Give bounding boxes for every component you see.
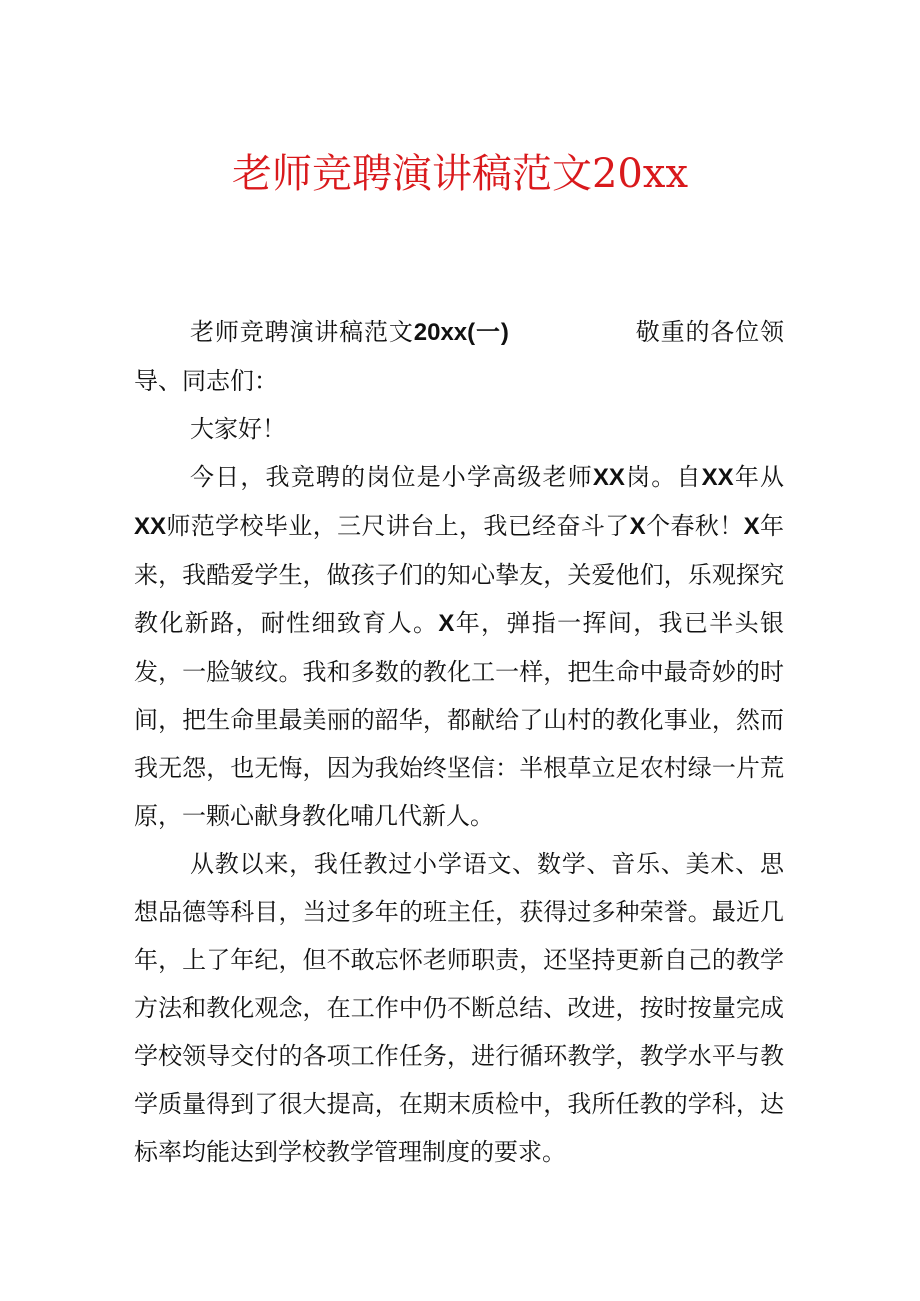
paragraph-intro: [134, 308, 784, 405]
placeholder-mark: XX: [701, 464, 734, 491]
placeholder-mark: X: [438, 610, 455, 637]
salutation-text: 敬重的各位领导、同志们：: [134, 318, 785, 395]
text-segment: 年从: [733, 463, 785, 491]
text-segment: 年，弹指一挥间，我已半头银发，一脸皱纹。我和多数的教化工一样，把生命中最奇妙的时间，把生命里最美丽的韶华，都献给了山村的教化事业，然而我无怨，也无悔，因为我始终坚信：半根草立足农村绿一片荒原，一颗心献身教化哺几代新人。: [134, 609, 784, 830]
paragraph-experience: 从教以来，我任教过小学语文、数学、音乐、美术、思想品德等科目，当过多年的班主任，获得过多种荣誉。最近几年，上了年纪，但不敢忘怀老师职责，还坚持更新自己的教学方法和教化观念，在工作中仍不断总结、改进，按时按量完成学校领导交付的各项工作任务，进行循环教学，教学水平与教学质量得到了很大提高，在期末质检中，我所任教的学科，达标率均能达到学校教学管理制度的要求。: [134, 850, 784, 1166]
paragraph-greeting: 大家好！: [190, 415, 286, 443]
paragraph-position: [134, 453, 784, 840]
text-segment: 个春秋！: [645, 512, 744, 540]
document-title: 老师竞聘演讲稿范文20xx: [231, 151, 688, 197]
text-segment: 岗。自: [624, 463, 702, 491]
placeholder-mark: XX: [134, 513, 167, 540]
text-segment: 师范学校毕业，三尺讲台上，我已经奋斗了: [166, 512, 630, 540]
document-body: [134, 308, 784, 1176]
text-segment: 今日，我竞聘的岗位是小学高级老师: [190, 463, 593, 491]
placeholder-mark: XX: [592, 464, 625, 491]
placeholder-mark: X: [743, 513, 760, 540]
subtitle-number: 20xx(一): [413, 319, 509, 346]
placeholder-mark: X: [629, 513, 646, 540]
text-segment: 年来，我酷爱学生，做孩子们的知心挚友，关爱他们，乐观探究教化新路，耐性细致育人。: [134, 512, 785, 637]
subtitle-text: 老师竞聘演讲稿范文: [190, 318, 414, 346]
